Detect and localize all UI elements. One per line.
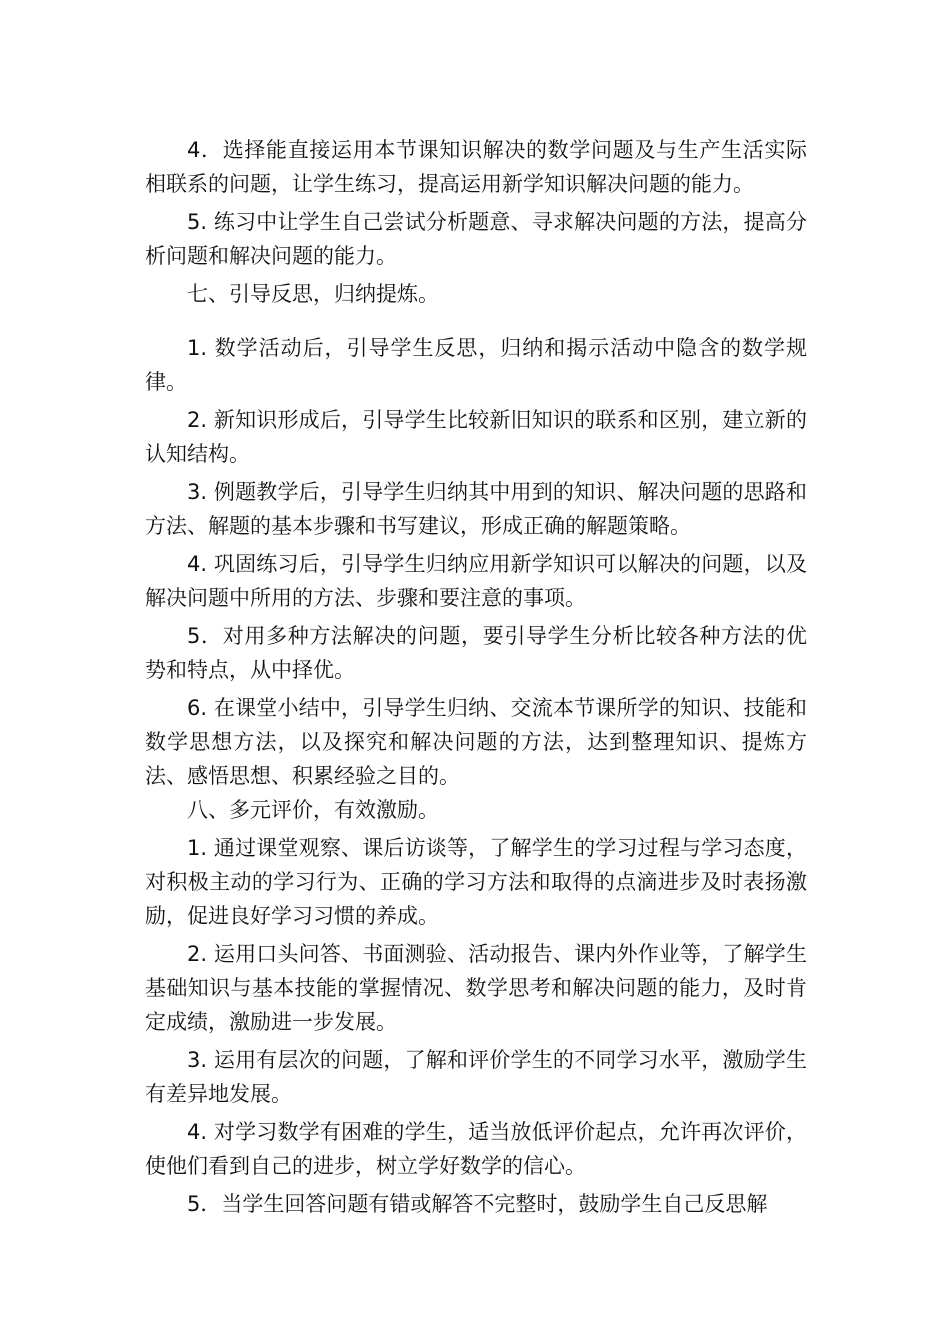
paragraph-evaluate-2: 2. 运用口头问答、书面测验、活动报告、课内外作业等，了解学生基础知识与基本技能的掌握情况、数学思考和解决问题的能力，及时肯定成绩，激励进一步发展。 bbox=[145, 942, 807, 1034]
paragraph-reflect-5: 5．对用多种方法解决的问题，要引导学生分析比较各种方法的优势和特点，从中择优。 bbox=[145, 624, 807, 682]
paragraph-reflect-2: 2. 新知识形成后，引导学生比较新旧知识的联系和区别，建立新的认知结构。 bbox=[145, 408, 807, 466]
document-body bbox=[145, 133, 807, 1221]
paragraph-item-5: 5. 练习中让学生自己尝试分析题意、寻求解决问题的方法，提高分析问题和解决问题的能力。 bbox=[145, 210, 807, 268]
paragraph-reflect-6: 6. 在课堂小结中，引导学生归纳、交流本节课所学的知识、技能和数学思想方法，以及探究和解决问题的方法，达到整理知识、提炼方法、感悟思想、积累经验之目的。 bbox=[145, 696, 807, 788]
paragraph-evaluate-1: 1. 通过课堂观察、课后访谈等，了解学生的学习过程与学习态度，对积极主动的学习行为、正确的学习方法和取得的点滴进步及时表扬激励，促进良好学习习惯的养成。 bbox=[145, 836, 807, 928]
paragraph-evaluate-4: 4. 对学习数学有困难的学生，适当放低评价起点，允许再次评价，使他们看到自己的进步，树立学好数学的信心。 bbox=[145, 1120, 807, 1178]
paragraph-reflect-3: 3. 例题教学后，引导学生归纳其中用到的知识、解决问题的思路和方法、解题的基本步骤和书写建议，形成正确的解题策略。 bbox=[145, 480, 807, 538]
paragraph-evaluate-5: 5．当学生回答问题有错或解答不完整时，鼓励学生自己反思解 bbox=[187, 1192, 768, 1216]
paragraph-reflect-4: 4. 巩固练习后，引导学生归纳应用新学知识可以解决的问题，以及解决问题中所用的方法、步骤和要注意的事项。 bbox=[145, 552, 807, 610]
paragraph-evaluate-3: 3. 运用有层次的问题，了解和评价学生的不同学习水平，激励学生有差异地发展。 bbox=[145, 1048, 807, 1106]
paragraph-reflect-1: 1. 数学活动后，引导学生反思，归纳和揭示活动中隐含的数学规律。 bbox=[145, 336, 807, 394]
section-heading-7: 七、引导反思，归纳提炼。 bbox=[187, 282, 439, 306]
paragraph-item-4: 4．选择能直接运用本节课知识解决的数学问题及与生产生活实际相联系的问题，让学生练习，提高运用新学知识解决问题的能力。 bbox=[145, 138, 807, 196]
section-heading-8: 八、多元评价，有效激励。 bbox=[187, 798, 439, 822]
